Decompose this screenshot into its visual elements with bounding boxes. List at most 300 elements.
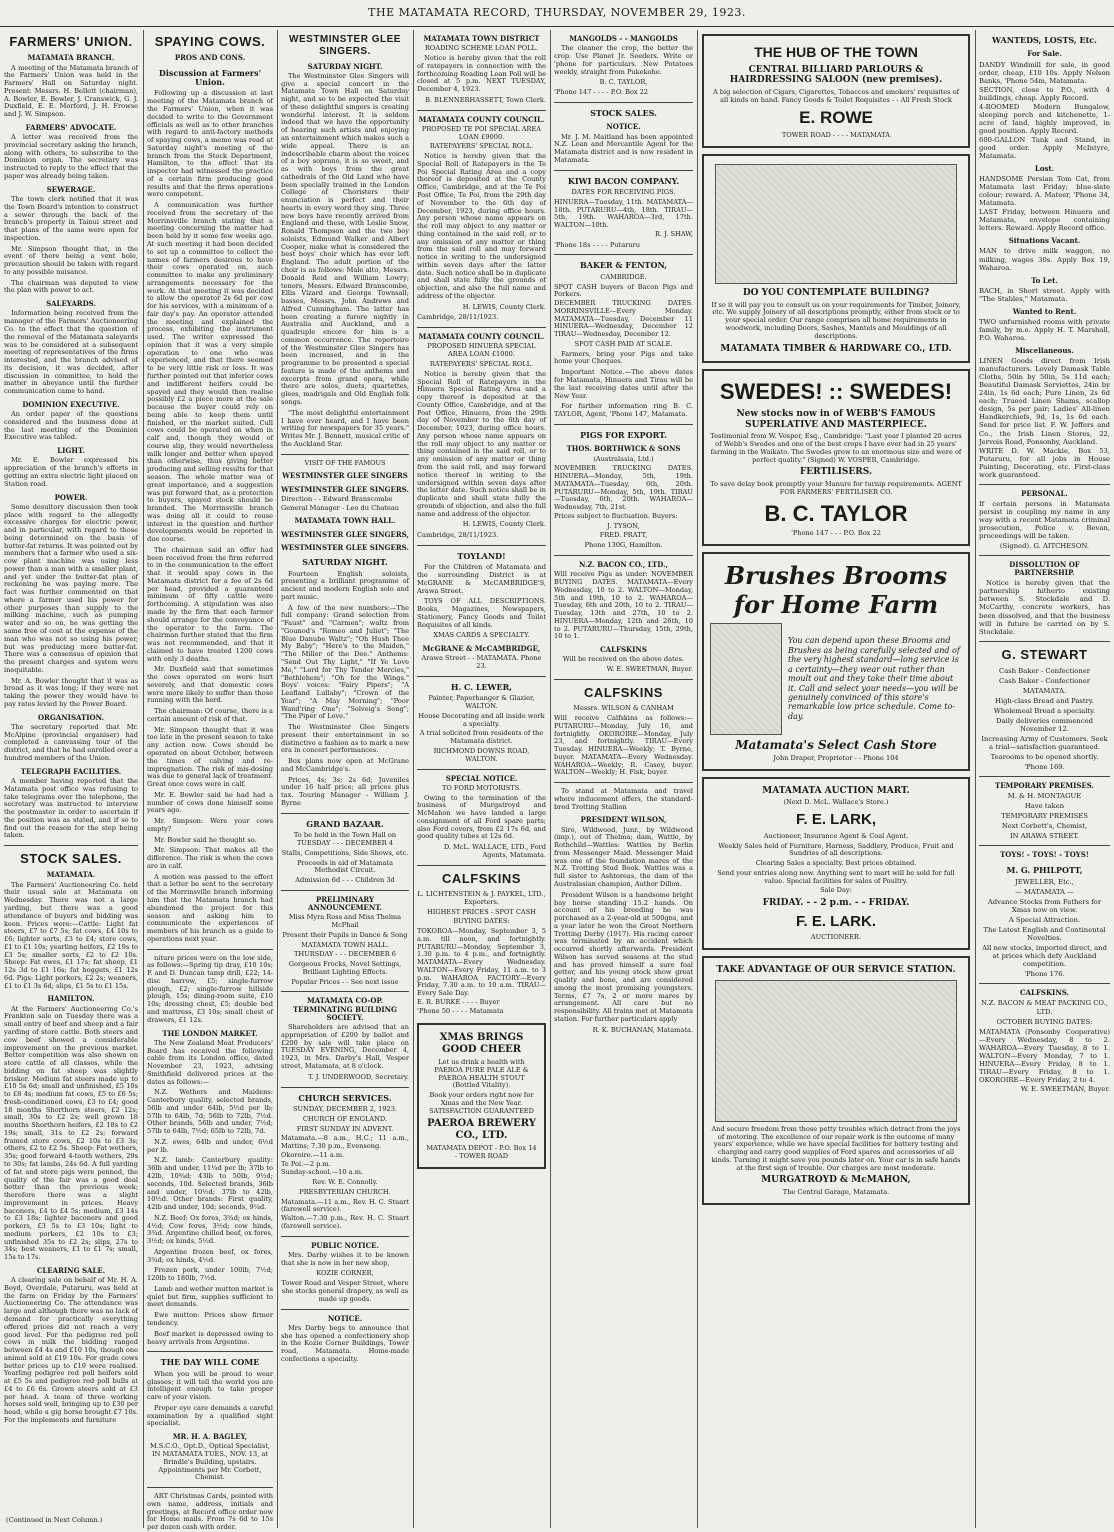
- ad-heading: THE HUB OF THE TOWN: [754, 44, 918, 60]
- paragraph: Mr. Simpson: That makes all the difference. The risk is when the cows are in calf.: [147, 846, 273, 870]
- signature: H. LEWIS, County Clerk.: [462, 520, 546, 529]
- paragraph: Mrs. Darby wishes it to be known that she is now in her new shop,: [281, 1250, 409, 1267]
- ad-line: N.Z. BACON & MEAT PACKING CO., LTD.: [981, 999, 1108, 1016]
- brushes-brooms-ad: [702, 552, 970, 771]
- paragraph: A clearing sale on behalf of Mr. H. A. Boyd, Overdale, Putaruru, was held at the farm on Friday by the Farmers' Auctioneering Co. The attendance was large and although there was no lack of demand for practically everything offered prices did not reach a very good level. For the pedigree red poll cows in milk the bidding ranged between £4 4s and £10 10s, though one animal sold at £19 10s. For grade cows better prices up to £19 were realised. Yearling pedigree red poll heifers sold at £5 5s and pedigree red poll bulls at £4 to £6 6s. Grown steers sold at £3 per head. A team of three working horses sold well, bringing up to £30 per head, while a gig horse brought £7 10s. For the implements and furniture: [4, 1276, 138, 1424]
- column-rule: [143, 30, 144, 1528]
- notice-subheading: PROPOSED TE POI SPECIAL AREA LOAN £9000.: [421, 124, 542, 141]
- ad-line: Prices subject to fluctuation. Buyers:: [554, 511, 678, 520]
- paragraph: Notice is hereby given that the Special Roll of Ratepayers in the Te Poi Special Rating Area and a copy thereof is deposited at the County Office, Cambridge, and at the Te Poi Post Office, Te Poi, from the 29th day of November to the 6th day of December, 1923, during office hours. Any person whose name appears on the roll may object to any matter or thing contained in the said roll, or to any omission of any matter or thing from the said roll and may forward notice in writing to the undersigned within seven days after the latter date. Such notice shall be in duplicate and shall state fully the grounds of objection, and also the full name and address of the objector.: [417, 152, 546, 300]
- service-station-ad: [702, 956, 970, 1205]
- paragraph: Mrs Darby begs to announce that she has opened a confectionery shop in the Kozie Corner Buildings, Tower road, Matamata. Home-made confections a specialty.: [281, 1323, 409, 1363]
- ad-line: Testimonial from W. Vosper, Esq., Cambridge: "Last year I planted 20 acres of Webb's Swedes and one of the best crops I have ever had in 25 years' farming in the Waikato. The Swedes grew to an enormous size and were of perfect quality." (Signed) W. VOSPER, Cambridge.: [710, 432, 962, 464]
- ad-line: FERTILISERS.: [799, 467, 873, 478]
- ad-line: J. TYSON,: [607, 521, 640, 530]
- ad-line: Okoroire.—11 a.m.: [281, 1150, 345, 1159]
- paragraph: Notice is hereby given that the roll of ratepayers in connection with the forthcoming Roading Loan Poll will be closed at 5 p.m. NEXT TUESDAY, December 4, 1923.: [417, 54, 546, 94]
- notice-subheading: RATEPAYERS' SPECIAL ROLL.: [429, 142, 534, 151]
- signature: R. J. SHAW,: [655, 229, 693, 238]
- article-subtitle: SATURDAY NIGHT.: [307, 61, 383, 71]
- section-heading: NOTICE.: [606, 122, 641, 132]
- ad-line: TO FORD MOTORISTS.: [441, 783, 522, 792]
- signature: (Signed). G. AITCHESON.: [999, 541, 1090, 550]
- paragraph: TOYS OF ALL DESCRIPTIONS. Books, Magazines, Newspapers, Stationery, Fancy Goods and Toilet Requisites of all kinds.: [417, 597, 546, 629]
- divider: [147, 1487, 273, 1488]
- ad-name: F. E. LARK,: [795, 811, 876, 829]
- divider: [147, 1351, 273, 1352]
- ad-line: Next Corbett's, Chemist,: [1001, 822, 1088, 831]
- ad-line: AUCTIONEER.: [810, 933, 862, 942]
- paragraph: Farmers, bring your Pigs and take home your Cheques.: [554, 349, 693, 366]
- divider: [554, 782, 693, 783]
- notice-subheading: PROPOSED HINUERA SPECIAL AREA LOAN £1000.: [427, 342, 536, 359]
- divider: [979, 484, 1110, 485]
- article-title: WESTMINSTER GLEE SINGERS.: [289, 34, 401, 57]
- paragraph: HINUERA—Tuesday, 11th. MATAMATA—18th. PUTARURU—4th, 18th. TIRAU—5th, 19th. WAHAROA—3rd, 17th. WALTON—10th.: [554, 197, 693, 230]
- ad-heading: PRESIDENT WILSON,: [580, 815, 667, 825]
- section-heading: SALEYARDS.: [46, 299, 96, 309]
- article-subtitle: PROS AND CONS.: [174, 53, 246, 63]
- paragraph: An order paper of the questions considered and the business done at the last meeting of the Dominion Executive was tabled.: [4, 410, 138, 442]
- ad-line: Phone 130G, Hamilton.: [584, 541, 663, 550]
- ad-line: Clearing Sales a specialty. Best prices obtained.: [755, 859, 917, 868]
- ad-heading: PRELIMINARY ANNOUNCEMENT.: [308, 894, 382, 913]
- ad-line: FIRST SUNDAY IN ADVENT.: [296, 1124, 394, 1133]
- ad-heading: KIWI BACON COMPANY.: [567, 175, 680, 186]
- divider: [554, 102, 693, 103]
- ad-line: John Draper, Proprietor - - Phone 104: [773, 754, 899, 762]
- ad-line: To save delay book promptly your Manure for turnip requirements. AGENT FOR FARMERS' FERTILISER CO.: [710, 479, 962, 496]
- ad-line: Tearooms to be opened shortly.: [990, 753, 1099, 762]
- paragraph: A few of the new numbers:—The full company: Grand selection from "Faust" and "Carmen"; waltz from "Gounod's "Romeo and Juliet"; "The Blue Danube Waltz"; "Oh Hush Thee My Baby"; "Here's to the Maiden," "The Miller of the Dee." Anthems: "Send Out Thy Light," "If Ye Love Me," "Lord for Thy Tender Mercies," "Bethlehem"; "Oh for the Wings." Boys' voices: "Fairy Pipers"; "A Leafland Lullaby"; "Crown of the Year"; "A May Morning"; "Poor Wand'ring One"; "Solveig's Song"; "The Piper of Love.": [281, 603, 409, 721]
- ad-line: SATURDAY NIGHT.: [302, 557, 388, 568]
- classifieds-title: WANTEDS, LOSTS, Etc.: [992, 35, 1097, 45]
- paeroa-brewery-ad: [417, 1023, 546, 1168]
- signature: B. C. TAYLOR,: [599, 78, 648, 87]
- section-heading: To Let.: [1031, 275, 1058, 285]
- paragraph: Argentine frozen beef, ox fores, 3¾d; ox hinds, 4½d.: [147, 1247, 273, 1264]
- ad-line: Send your entries along now. Anything sent to mart will be sold for full value. Special facilities for sales of Poultry.: [717, 868, 955, 885]
- paragraph: Mr. Simpson thought that it was too late in the present season to take any action now. Cows should be operated on about October, between the times of calving and re-impregnation. The risk of mis-dosing was due to general lack of treatment. Great once cows were in calf.: [147, 725, 273, 789]
- ad-line: Let us drink a health with PAEROA PURE PALE ALE & PAEROA HEALTH STOUT (Bottled Vitality).: [434, 1058, 529, 1090]
- ad-line: TEMPORARY PREMISES: [1001, 812, 1088, 821]
- ad-line: 'Phone 176.: [1024, 970, 1065, 979]
- ad-heading: Brushes Brooms for Home Farm: [724, 561, 948, 619]
- column-rule: [697, 30, 698, 1528]
- ad-name: G. STEWART: [1001, 646, 1088, 662]
- ad-line: Painter, Paperhanger & Glazier, WALTON.: [428, 694, 535, 711]
- signature: R. K. BUCHANAN, Matamata.: [592, 1025, 693, 1034]
- section-heading: CLEARING SALE.: [36, 1265, 106, 1275]
- divider: [147, 949, 273, 950]
- section-heading: FARMERS' ADVOCATE.: [25, 122, 117, 132]
- ad-heading: TAKE ADVANTAGE OF OUR SERVICE STATION.: [716, 965, 956, 976]
- paragraph: Shareholders are advised that an appropriation of £200 by ballot and £200 by sale will take place on TUESDAY EVENING, December 4, 1923, in Mrs. Darby's Hall, Vesper street, Matamata, at 8 o'clock.: [281, 1023, 409, 1071]
- divider: [554, 424, 693, 425]
- signature: D. McL. WALLACE, LTD., Ford Agents, Matamata.: [443, 843, 546, 859]
- ad-line: 'Phone 169.: [1024, 763, 1065, 772]
- ad-line: PRESBYTERIAN CHURCH.: [299, 1187, 391, 1196]
- section-heading: Lost.: [1034, 163, 1055, 173]
- notice-heading: MATAMATA TOWN DISTRICT: [423, 34, 540, 43]
- classified-item: MAN to drive milk waggon, no milking, wages 30s. Apply Box 19, Waharoa.: [979, 247, 1110, 272]
- paragraph: N.Z. Wethers and Maidens: Canterbury quality, selected brands, 56lb and under 64lb, 5½d per lb; 57lb to 64lb, 7d; 56lb to 72lb, 7½d. Other brands, 56lb and under, 7½d; 57lb to 64lb, 7½d; 65lb to 72lb, 7d.: [147, 1088, 273, 1136]
- ad-line: 'Phone 18s - - - - Putaruru: [554, 240, 640, 249]
- ad-line: (Next D. McL. Wallace's Store.): [783, 798, 889, 807]
- date-line: Cambridge, 28/11/1923.: [417, 313, 499, 322]
- ad-line: DATES FOR RECEIVING PIGS.: [571, 188, 676, 197]
- classified-item: 600-GALLON Tank and Stand, in good order. Apply McIntyre, Matamata.: [979, 135, 1110, 160]
- ad-line: All new stocks, imported direct, and at prices which defy Auckland competition.: [982, 944, 1107, 969]
- paragraph: The cleaner the crop, the better the crop. Use Planet Jr. Seeders. Write or 'phone for particulars. New Potatoes weekly, straight from Pukekohe.: [554, 44, 693, 76]
- ad-line: Matamata.—11 a.m., Rev. H. C. Stuart (farewell service).: [281, 1197, 409, 1214]
- ad-line: A Special Attraction.: [1008, 916, 1081, 925]
- paragraph: N.Z. ewes, 64lb and under, 6½d per lb.: [147, 1137, 273, 1154]
- ad-line: Will be received on the above dates.: [562, 655, 685, 664]
- divider: [979, 641, 1110, 642]
- signature: H. LEWIS, County Clerk.: [462, 302, 546, 311]
- ad-line: Stalls, Competitions, Side Shows, etc.: [281, 848, 409, 857]
- paragraph: ART Christmas Cards, pointed with own name, address, initials and greetings, at Record office order now for Home mails. From 7s 6d to 15s per dozen cash with order.: [147, 1492, 273, 1532]
- section-heading: TELEGRAPH FACILITIES.: [20, 766, 122, 776]
- section-heading: Situations Vacant.: [1008, 236, 1081, 246]
- divider: [417, 327, 546, 328]
- ad-line: Sunday-school.—10 a.m.: [281, 1168, 364, 1177]
- ad-line: Walton.—7.30 p.m., Rev. H. C. Stuart (farewell service).: [281, 1214, 409, 1230]
- paragraph: Will receive Calfskins as follows:—PUTARURU—Monday, July 16, and fortnightly. OKOROIRE—Monday, July 23, and fortnightly. TIRAU—Every Tuesday. HINUERA—Weekly; T. Byrne, buyer. MATAMATA—Every Wednesday. WAHAROA—Weekly; R. Casey, buyer. WALTON—Weekly; H. Fisk, buyer.: [554, 713, 693, 777]
- ad-line: 'Phone 147 - - - - P.O. Box 22: [554, 88, 649, 97]
- divider: [979, 845, 1110, 846]
- paragraph: The secretary reported that Mr. McAlpine (provincial organiser) had completed a canvassing tour of the district, and that he had enrolled over a hundred members of the Union.: [4, 722, 138, 762]
- paragraph: Box plans now open at McGrane and McCambridge's.: [281, 757, 409, 773]
- ad-line: New stocks now in of WEBB'S FAMOUS SUPERLATIVE AND MASTERPIECE.: [736, 409, 936, 430]
- ad-line: BUYING DATES:: [453, 917, 510, 926]
- paragraph: The New Zealand Meat Producers' Board has received the following cable from its London office, dated November 23, 1923, advising Smithfield delivered prices at the dates as follows:—: [147, 1038, 273, 1086]
- article-title: SPAYING COWS.: [154, 34, 266, 49]
- article-title: FARMERS' UNION.: [9, 34, 133, 49]
- paragraph: The chairman: Of course, there is a certain amount of risk of that.: [147, 707, 273, 723]
- ad-line: The Central Garage, Matamata.: [782, 1188, 890, 1197]
- ad-line: Cash Baker - Confectioner: [999, 676, 1090, 685]
- divider: [417, 676, 546, 677]
- ad-name: M. G. PHILPOTT,: [1006, 864, 1083, 875]
- ad-heading: THE DAY WILL COME: [160, 1357, 260, 1368]
- ad-heading: TOYS! - TOYS! - TOYS!: [1000, 850, 1089, 860]
- classified-item: 4-ROOMED Modern Bungalow, sleeping porch and kitchenette, 1-acre of land, highly improved, in good position. Apply Record.: [979, 102, 1110, 135]
- paragraph: Prices, 4s; 3s; 2s 6d; Juveniles under 16 half price; all prices plus tax. Touring Manager - William J. Byrne: [281, 775, 409, 808]
- ad-line: Cash Baker - Confectioner: [999, 666, 1090, 675]
- swedes-ad: [702, 369, 970, 546]
- ad-line: IN ARAWA STREET.: [1009, 832, 1080, 841]
- paragraph: Following up a discussion at last meeting of the Matamata branch of the Farmers' Union, when it was decided to write to the Government officials as well as to other branches with regard to anti-factory methods of spaying cows, a memo was read at Saturday night's meeting of the branch from the Stock Department, Hamilton, to the effect that its inspector had witnessed the practice of a certain firm producing good results and that the firms operations were competent.: [147, 89, 273, 199]
- ad-line: Increasing Army of Customers. Seek a trial—satisfaction guaranteed.: [981, 734, 1108, 751]
- paragraph: President Wilson is a handsome bright bay horse standing 15.2 hands. On account of his breeding he was purchased as a 2-year-old at 500gns, and a year later he won the Great Northern Trotting Derby (1917). His racing career was terminated by an accident which occurred shortly afterwards. President Wilson has served seasons at the stud and has proved himself a sure foal getter, and his young stock show great quality and bone, and are considered among the most promising youngsters. Terms, £7 7s, 2 or more mares by arrangement. All care but no responsibility. All trains met at Matamata station. For further particulars apply: [554, 890, 693, 1024]
- ad-line: WESTMINSTER GLEE SINGERS.: [281, 484, 409, 494]
- ad-line: Gorgeous Frocks, Novel Settings, Brilliant Lighting Effects.: [288, 960, 402, 976]
- hub-of-town-ad: [702, 34, 970, 148]
- section-heading: Miscellaneous.: [1015, 346, 1074, 356]
- ad-heading: BAKER & FENTON,: [579, 260, 668, 271]
- ad-line: JEWELLER, Etc.,: [1015, 878, 1074, 887]
- paragraph: SPOT CASH buyers of Bacon Pigs and Porkers.: [554, 282, 693, 299]
- ad-heading: N.Z. BACON CO., LTD.,: [579, 559, 668, 569]
- divider: [554, 170, 693, 171]
- column-5: [554, 30, 693, 1528]
- section-heading: For Sale.: [1027, 49, 1062, 59]
- ad-line: WESTMINSTER GLEE SINGERS.: [281, 542, 409, 552]
- timber-ad: [702, 154, 970, 363]
- divider: [4, 845, 138, 846]
- paragraph: NOVEMBER TRUCKING DATES. HINUERA—Monday, 5th, 19th. MATAMATA—Tuesday, 6th, 20th. PUTARURU—Monday, 5th, 19th. TIRAU—Tuesday, 6th, 20th. WAHAROA—Wednesday, 7th, 21st.: [554, 464, 693, 512]
- ad-heading: CHURCH SERVICES.: [298, 1092, 392, 1103]
- classified-item: SECTION, close to P.O., with 4 buildings, cheap. Apply Record.: [979, 85, 1110, 102]
- ad-line: Direction - - Edward Branscombe: [281, 494, 393, 503]
- ad-heading: XMAS BRINGS GOOD CHEER: [439, 1032, 524, 1056]
- classified-item: LINEN Goods direct from Irish manufacturers. Lovely Damask Table Cloths, 50in by 50in, 5s 11d each; Beautiful Damask Serviettes, 24in by 24in, 1s 6d each; Pure Linen, 2s 6d each; Trueod Linen Shams, scallop design, 5s per pair; Ladies' All-linen Handkerchiefs, 9d, 1s, 1s 6d each. Send for price list. F. W. Jeffers and Co., the Irish Linen Stores, 22, Jervois Road, Ponsonby, Auckland.: [979, 357, 1110, 446]
- section-heading: LIGHT.: [57, 446, 85, 456]
- paragraph: Will receive Pigs as under: NOVEMBER BUYING DATES. MATAMATA—Every Wednesday, 10 to 2. WALTON—Monday, 5th and 19th, 10 to 2. WAHAROA—Tuesday, 6th and 20th, 10 to 2. TIRAU—Tuesday, 13th and 27th, 10 to 2. HINUERA—Monday, 12th and 26th, 10 to 2. PUTARURU—Thursday, 15th, 29th, 10 to 1.: [554, 570, 693, 641]
- paragraph: The chairman was deputed to view the plan with power to act.: [4, 278, 138, 295]
- ad-line: MATAMATA TOWN HALL.: [294, 516, 396, 526]
- ad-heading: THOS. BORTHWICK & SONS: [566, 444, 681, 454]
- ad-line: Present their Pupils in Dance & Song: [282, 930, 408, 939]
- ad-line: (Australasia, Ltd.): [593, 454, 654, 463]
- paragraph: Beef market is depressed owing to heavy arrivals from Argentine.: [147, 1329, 273, 1346]
- ad-heading: CALFSKINS.: [1020, 988, 1069, 998]
- paragraph: Notice is hereby given that the partnership hitherto existing between S. Stockdale and D. McCarthy, concrete workers, has been dissolved, and that the business will in future be carried on by S. Stockdale.: [979, 579, 1110, 636]
- ad-line: You can depend upon these Brooms and Brushes as being carefully selected and of the very highest standard—long service is a certainty—they wear out rather than moult out and they take their time about it. Call and select your needs—you will be genuinely convinced of this store's remarkable low price schedule. Come to-day.: [788, 636, 960, 721]
- paragraph: MATAMATA (Ponsonby Cooperative)—Every Wednesday, 8 to 2. WAHAROA—Every Tuesday, 8 to 1. WALTON—Every Monday, 7 to 1. HINUERA—Every Friday, 8 to 1. TIRAU—Every Friday, 8 to 1. OKOROIRE—Every Friday, 2 to 4.: [979, 1027, 1110, 1084]
- ad-line: SPOT CASH PAID AT SCALE.: [574, 339, 673, 348]
- ad-line: House Decorating and all inside work a specialty.: [418, 711, 545, 728]
- ad-line: If so it will pay you to consult us on your requirements for Timber, Joinery, etc. We supply Joinery of all descriptions promptly, either from stock or to your special order. Our range comprises all home requirements in woodwork, including Doors, Sashes, Mantels and Mouldings of all descriptions.: [711, 300, 961, 340]
- ad-line: High-class Bread and Pastry.: [995, 696, 1094, 705]
- ad-line: CAMBRIDGE.: [600, 272, 647, 281]
- paragraph: The town clerk notified that it was the Town Board's intention to construct a sewer through the back of the branch's property in Tainui street and that plans of the same were open for inspection.: [4, 195, 138, 242]
- column-rule: [277, 30, 278, 1528]
- ad-line: E. R. BURKE - - - - Buyer: [417, 997, 500, 1006]
- paragraph: Mr. Bowler said he thought so.: [154, 835, 257, 844]
- ad-heading: PUBLIC NOTICE.: [311, 1240, 379, 1250]
- ad-line: Weekly Sales held of Furniture, Harness, Saddlery, Produce, Fruit and Sundries of all descriptions.: [718, 841, 954, 858]
- ad-line: L. LICHTENSTEIN & J. PAYKEL, LTD., Exporters.: [417, 890, 546, 906]
- section-heading: DOMINION EXECUTIVE.: [22, 399, 120, 409]
- ad-line: Rev. W. E. Connolly.: [312, 1178, 378, 1187]
- ad-line: McGRANE & McCAMBRIDGE,: [422, 644, 541, 654]
- paragraph: The chairman said an offer had been received from the firm referred to in the communication to the effect that it would spay cows in the Matamata district for a fee of 2s 6d per head, provided a guaranteed minimum of fifty cattle were forthcoming. A stipulation was also made by the firm that each farmer should arrange for the conveyance of the operator to the farm. The chairman further stated that the firm was not recommended, and that it claimed to have treated 1200 cows with only 3 deaths.: [147, 545, 273, 663]
- paragraph: Important Notice.—The above dates for Matamata, Hinuera and Tirau will be the last receiving dates until after the New Year.: [554, 368, 693, 400]
- ad-line: M. & H. MONTAGUE: [1007, 792, 1082, 801]
- ad-heading: CALFSKINS: [584, 684, 663, 700]
- classified-item: LAST Friday, between Hinuera and Matamata, envelope containing letters. Reward. Apply Record office.: [979, 208, 1110, 233]
- ad-line: KOZIE CORNER,: [316, 1269, 374, 1278]
- divider: [979, 983, 1110, 984]
- ad-heading: MATAMATA CO-OP. TERMINATING BUILDING SOCIETY.: [292, 996, 398, 1022]
- ad-name: Matamata's Select Cash Store: [735, 737, 937, 752]
- section-heading: ORGANISATION.: [37, 712, 105, 722]
- classified-item: HANDSOME Persian Tom Cat, from Matamata last Friday; blue-slate colour; reward. A. Mateer, 'Phone 34, Matamata.: [979, 175, 1110, 208]
- divider: [281, 890, 409, 891]
- ad-line: Advance Stocks from Fathers for Xmas now on view.: [987, 898, 1102, 915]
- ad-line: OCTOBER BUYING DATES:: [996, 1017, 1093, 1026]
- ad-line: The Latest English and Continental Novelties.: [983, 926, 1106, 943]
- divider: [979, 776, 1110, 777]
- signature: B. BLENNERHASSETT, Town Clerk.: [425, 95, 546, 104]
- ad-heading: DO YOU CONTEMPLATE BUILDING?: [742, 288, 930, 299]
- classified-item: TWO unfurnished rooms with private family, by m.e. Apply H. T. Marshall, P.O. Waharoa.: [979, 318, 1110, 343]
- section-heading: Wanted to Rent.: [1012, 306, 1077, 316]
- ad-line: Book your orders right now for Xmas and the New Year. SATISFACTION GUARANTEED: [429, 1091, 534, 1115]
- car-illustration: [715, 980, 957, 1122]
- column-4: [417, 30, 546, 1528]
- ad-line: Auctioneer, Insurance Agent & Coal Agent.: [763, 831, 909, 840]
- ad-line: MATAMATA.: [1022, 686, 1067, 695]
- paragraph: Fourteen English soloists, presenting a brilliant programme of ancient and modern English solo and part music.: [281, 569, 409, 601]
- signature: W. E. SWEETMAN, Buyer.: [606, 665, 693, 674]
- paragraph: Ewe mutton: Prices show firmer tendency.: [147, 1311, 273, 1328]
- ad-name: PAEROA BREWERY CO., LTD.: [427, 1118, 536, 1142]
- classified-item: WRITE D. W. Mackie, Box 53, Putaruru, for all jobs in House Painting, Decorating, etc. First-class work guaranteed.: [979, 446, 1110, 479]
- section-heading: DISSOLUTION OF PARTNERSHIP.: [1009, 559, 1080, 578]
- ad-heading: MANGOLDS - - MANGOLDS: [569, 34, 678, 43]
- continued-note: (Continued in Next Column.): [6, 1516, 103, 1524]
- classified-item: DANDY Windmill for sale, in good order, cheap, £10 10s. Apply Nelson Banks, 'Phone 54m, Matamata.: [979, 60, 1110, 85]
- column-7: [979, 30, 1110, 1528]
- column-rule: [550, 30, 551, 1528]
- ad-line: THURSDAY - - - DECEMBER 6: [293, 950, 396, 959]
- section-heading: STOCK SALES.: [590, 107, 657, 118]
- ad-line: FRIDAY. - - 2 p.m. - - FRIDAY.: [762, 898, 910, 909]
- section-heading: THE LONDON MARKET.: [162, 1028, 258, 1038]
- ad-line: WESTMINSTER GLEE SINGERS: [282, 471, 408, 481]
- ad-line: Te Poi.—2 p.m.: [281, 1159, 331, 1168]
- divider: [554, 679, 693, 680]
- paragraph: Proper eye care demands a careful examination by a qualified sight specialist.: [147, 1403, 273, 1428]
- ad-line: 'Phone 147 - - - P.O. Box 22: [791, 529, 881, 538]
- divider: [281, 1236, 409, 1237]
- ad-heading: MATAMATA AUCTION MART.: [762, 785, 910, 796]
- ad-line: Daily deliveries commenced November 12.: [996, 716, 1093, 733]
- ad-heading: CALFSKINS: [442, 870, 521, 886]
- divider: [554, 555, 693, 556]
- divider: [281, 991, 409, 992]
- paragraph: For the Children of Matamata and the surrounding District is at McGRANE & McCAMBRIDGE'S, Arawa Street.: [417, 563, 546, 595]
- ad-line: Wholemeal Bread a specialty.: [993, 706, 1096, 715]
- paragraph: Mr. Simpson: Were your cows empty?: [147, 817, 273, 833]
- paragraph: Mr. E. Bowler said he had had a number of cows done himself some years ago.: [147, 790, 273, 815]
- column-2: [147, 30, 273, 1532]
- section-heading: SEWERAGE.: [46, 184, 96, 194]
- section-heading: PERSONAL.: [1021, 488, 1068, 498]
- divider: [281, 454, 409, 455]
- paragraph: At the Farmers' Auctioneering Co.'s Frankton sale on Tuesday there was a small entry of beef and sheep and a fair yarding of store cattle. Both steers and cow beef showed a considerable improvement on the previous market. Better competition was also shown on store cattle of all classes, while the bidding on fat sheep was slightly brisker. Medium fat steers made up to £10 5s 6d; small and unfinished, £5 10s to £8 4s; medium fat cows, £5 to £6 5s; fresh-conditioned cows, £3 to £4; good 18 months Shorthorn steers, £2 12s; small, 30s to £2 2s; well grown 18 months Shorthorn heifers, £2 18s to £2 19s; small, 31s to £2 2s; forward framed store cows, £2 10s to £3 3s; others, £2 to £2 5s. Sheep: Fat wethers, 35s; good forward 4-tooth wethers, 29s to 30s; fat lambs, 24s 6d. A full yarding of fat and store pigs were penned, the quality of the fair was a good deal better than the previous week; therefore there was a slight improvement in prices. Heavy baconers, £4 to £4 5s; medium, £3 14s to £3 18s; lighter baconers and good porkers, £3 5s to £3 10s; light to medium porkers, £2 10s to £3; unfinished 35s to £2 2s; slips, 27s to 34s; best weaners, £1 to £1 7s; small, 15s to 17s.: [4, 1004, 138, 1262]
- paragraph: DECEMBER TRUCKING DATES. MORRINSVILLE—Every Monday. MATAMATA—Tuesday, December 11 HINUERA—Wednesday, December 12 TIRAU—Wednesday, December 12.: [554, 299, 693, 339]
- paragraph: Mr. Duxfield said that sometimes the cows operated on were hurt severely, and that domestic cows were more likely to suffer than those running with the herd.: [147, 665, 273, 705]
- notice-subheading: ROADING SCHEME LOAN POLL.: [424, 44, 539, 53]
- ad-line: Tower Road and Vesper Street, where she stocks general drapery, as well as made up goods.: [281, 1279, 409, 1303]
- ad-name: MATAMATA TIMBER & HARDWARE CO., LTD.: [720, 343, 952, 354]
- section-heading: HAMILTON.: [47, 994, 95, 1004]
- auction-mart-ad: [702, 777, 970, 950]
- paragraph: When you will be proud to wear glasses; it will tell the world you are intelligent enough to take proper care of your vision.: [147, 1369, 273, 1402]
- paragraph: Mr. E. Bowler expressed his appreciation of the branch's efforts in getting an extra electric light placed on Station road.: [4, 456, 138, 488]
- ad-heading: H. C. LEWER,: [450, 681, 513, 692]
- ad-line: Popular Prices - - See next issue: [291, 977, 399, 986]
- divider: [281, 813, 409, 814]
- column-6: [702, 30, 970, 1528]
- ad-line: MATAMATA TOWN HALL.: [301, 940, 389, 949]
- ad-line: Matamata.—8 a.m., H.C.; 11 a.m., Mattins; 7.30 p.m., Evensong.: [281, 1134, 409, 1151]
- ad-line: CHURCH OF ENGLAND.: [302, 1114, 388, 1123]
- ad-line: HIGHEST PRICES - SPOT CASH: [427, 907, 536, 916]
- ad-line: Miss Myra Ross and Miss Thelma McPhail: [288, 913, 402, 930]
- ad-name: MURGATROYD & McMAHON,: [761, 1175, 911, 1186]
- paragraph: Information being received from the manager of the Farmers' Auctioneering Co. to the effect that the question of the removal of the Matamata saleyards was to be considered at a subsequent meeting of representatives of the firms interested, and the branch advised of its decision, it was decided, after discussion in committee, to hold the matter in abeyance until the further communication came to hand.: [4, 309, 138, 396]
- ad-line: Arawa Street - - MATAMATA. Phone 23.: [421, 654, 542, 671]
- ad-heading: SPECIAL NOTICE.: [445, 773, 518, 783]
- divider: [417, 110, 546, 111]
- ad-line: To be held in the Town Hall on TUESDAY - - - DECEMBER 4: [293, 831, 397, 847]
- paragraph: The Westminster Glee Singers present their entertainment in so distinctive a fashion as to mark a new era in concert performances.: [281, 723, 409, 755]
- divider: [417, 769, 546, 770]
- ad-heading: PIGS FOR EXPORT.: [580, 429, 667, 440]
- classified-item: BACH, in Short street. Apply with "The Stables," Matamata.: [979, 286, 1110, 303]
- classified-item: If certain persons in Matamata persist in coupling my name in any way with a recent Matamata criminal prosecution, Police v. Bevan, proceedings will be taken.: [979, 499, 1110, 540]
- paragraph: A meeting of the Matamata branch of the Farmers' Union was held in the Farmers' Hall on Saturday night. Present: Messrs. H. Bellett (chairman), A. Bowler, E. Bowler, J. Cranswick, G. J. Duxfield, E. E. Morford, J. H. Frowse and J. W. Simpson.: [4, 63, 138, 119]
- paragraph: niture prices were on the low side, as follows:—Spring tip dray, £10 10s; P. and D. Duncan tamp drill, £22; 14-disc harrow, £5; single-furrow plough, £2; single-furrow hillside plough, 15s; dining-room suite, £10 10s; dressing chest, £5; double bed and mattress, £3 10s; small chest of drawers, £1 12s.: [147, 953, 273, 1024]
- paragraph: A communication was further received from the secretary of the Morrinsville branch stating that a meeting concerning the matter had been held by it some few weeks ago. At such meeting it had been decided to set up a committee to collect the names of farmers desirous to have their cows operated on, such committee to make any preliminary arrangements necessary for the work. At that meeting it was decided to allow the operator 2s 6d per cow for his services, with a minimum of a fair day's pay. An operator attended the meeting and explained the process, exhibiting the instrument used. The writer expressed the opinion that it was a very simple operation to one who was experienced, and that there seemed to be very little risk or loss. It was further pointed out that inferior cows and indifferent heifers could be spayed and they would then realise possibly £2 a piece more at the sale because the buyer could rely on being able to keep them until finished, or the market suited. Cull cows could be operated on when in calf and, though they would of course slip, they would nevertheless milk longer and better when spayed than otherwise, thus giving better producing and selling results for that season. The whole matter was of great importance, and a suggestion was put forward that, as a protection to buyers, spayed stock should be branded. The Morrinsville branch was doing all it could to rouse interest in the question and further developments would be reported in due course.: [147, 201, 273, 544]
- paragraph: N.Z. lamb: Canterbury quality: 36lb and under, 11¼d per lb; 37lb to 42lb, 10¾d; 43lb to 50lb, 9½d; seconds, 10d. Selected brands, 36lb and under, 10½d; 37lb to 42lb, 10½d. Other brands: First quality, 42lb and under, 10d; seconds, 9¼d.: [147, 1156, 273, 1212]
- article-subtitle: MATAMATA BRANCH.: [27, 53, 115, 63]
- ad-heading: SWEDES! :: SWEDES!: [719, 379, 953, 405]
- paragraph: The Farmers' Auctioneering Co. held their usual sale at Matamata on Wednesday. There was not a large yarding, but there was a good attendance of buyers and bidding was keen. Prices were:—Cattle: Light fat steers, £7 to £7 5s; fat cows, £4 10s to £6; lighter sorts, £3 to £4; store cows, £1 to £1 10s; yearling heifers, £2 19s to £3 5s; smaller sorts, £2 to £2 10s. Sheep: Fat ewes, £1 17s; fat sheep, £1 12s 3d to £1 16s; fat hoggets, £1 12s 6d. Pigs: Light porkers, £2 2s; weaners, £1 to £1 3s 6d; slips, £1 5s to £1 15s.: [4, 880, 138, 990]
- ad-line: SUNDAY, DECEMBER 2, 1923.: [292, 1104, 397, 1113]
- column-rule: [413, 30, 414, 1528]
- notice-subheading: RATEPAYERS' SPECIAL ROLL.: [429, 360, 534, 369]
- divider: [979, 555, 1110, 556]
- ad-line: General Manager - Leo du Chateau: [281, 503, 400, 512]
- ad-line: CENTRAL BILLIARD PARLOURS & HAIRDRESSING SALOON (new premises).: [729, 64, 943, 86]
- paragraph: Lamb and wether mutton market is quiet but firm, supplies sufficient to meet demands.: [147, 1284, 273, 1309]
- divider: [417, 545, 546, 546]
- ad-heading: TOYLAND!: [457, 550, 506, 561]
- ad-heading: NOTICE.: [327, 1313, 363, 1323]
- ad-line: FRED. PRATT,: [599, 531, 648, 540]
- paragraph: TOKOROA—Monday, September 3, 5 a.m. till noon, and fortnightly. PUTARURU—Monday, September 3, 1.30 p.m. to 4 p.m., and fortnightly. MATAMATA—Every Wednesday. WALTON—Every Friday, 11 a.m. to 3 p.m. WAHAROA FACTORY—Every Friday, 7.30 a.m. to 10 a.m. TIRAU—Every Sale Day.: [417, 927, 546, 998]
- paragraph: Sire, Wildwood, Junr., by Wildwood (imp.), out of Thelma; dam, Wattle, by Rothchild—Wattles: Wattles by Berlin from Messenger Maid. Messenger Maid was one of the foundation mares of the N.Z. Trotting Stud Book. Wattles was a full sister to Ashtoreas, the dam of the Australasian champion, Author Dillon.: [554, 825, 693, 888]
- paragraph: N.Z. Beef: Ox fores, 3¾d; ox hinds, 4½d; Cow fores, 3½d; cow hinds, 3¾d. Argentine chilled beef, ox fores, 3½d; ox hinds, 5½d.: [147, 1213, 273, 1246]
- paragraph: A motion was passed to the effect that a letter be sent to the secretary of the Morrinsville branch informing him that the Matamata branch had abandoned the project for this season and asking him to communicate the experiences of members of his branch as a guide to operations next year.: [147, 872, 273, 943]
- paragraph: Frozen pork, under 100lb, 7½d; 120lb to 180lb, 7½d.: [147, 1266, 273, 1283]
- ad-name: B. C. TAYLOR: [764, 500, 908, 526]
- ad-line: Sale Day:: [820, 886, 852, 895]
- ad-line: 'Phone 50 - - - - Matamata: [417, 1006, 504, 1015]
- ad-heading: TEMPORARY PREMISES.: [994, 781, 1094, 791]
- ad-line: Admission 6d - - - Children 3d: [295, 876, 395, 885]
- ad-line: TOWER ROAD - - - - MATAMATA: [781, 131, 891, 140]
- signature: W. E. SWEETMAN, Buyer.: [1020, 1084, 1110, 1093]
- date-line: Cambridge, 28/11/1923.: [417, 531, 499, 540]
- ad-heading: CALFSKINS: [600, 645, 647, 655]
- paragraph: Mr. Simpson thought that, in the event of there being a vent hole, precaution should be taken with regard to any possible nuisance.: [4, 244, 138, 276]
- divider: [281, 1087, 409, 1088]
- divider: [417, 865, 546, 866]
- ad-line: MATAMATA DEPOT - P.O. Box 14 - TOWER ROAD: [426, 1144, 537, 1160]
- paragraph: M.S.C.O., Opt.D., Optical Specialist, IN MATAMATA TUES., NOV. 13, at Brindle's Building, upstairs. Appointments per Mr. Corbett, Chemist.: [149, 1442, 271, 1482]
- ad-line: And secure freedom from those petty troubles which detract from the joys of motoring. The excellence of our repair work is the outcome of many years' experience, while we have special facilities for battery testing and charging and carry good supplies of Ford spares and accessories of all kinds. Turning it might save you pounds later on. Your car is in safe hands at the first sign of trouble. Our charges are most moderate.: [711, 1124, 961, 1172]
- ad-line: A trial solicited from residents of the Matamata district.: [419, 729, 544, 746]
- divider: [281, 1309, 409, 1310]
